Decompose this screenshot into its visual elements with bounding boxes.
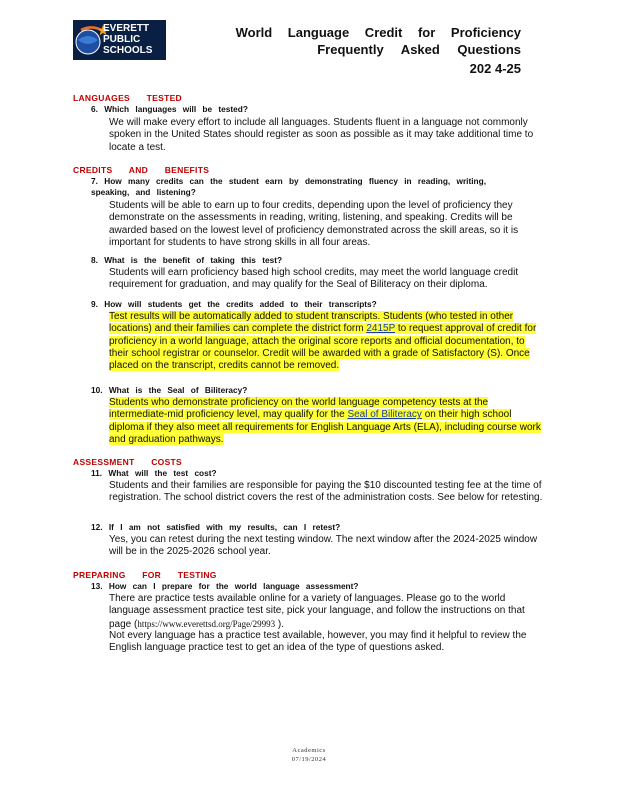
question-6: 6. Which languages will be tested?	[91, 104, 248, 114]
answer-9	[109, 311, 545, 372]
question-13: 13. How can I prepare for the world language assessment?	[91, 581, 359, 591]
question-12: 12. If I am not satisfied with my results, can I retest?	[91, 522, 341, 532]
question-8: 8. What is the benefit of taking this test?	[91, 255, 283, 265]
question-11: 11. What will the test cost?	[91, 468, 217, 478]
section-preparing-testing: PREPARING FOR TESTING	[73, 570, 217, 580]
section-assessment-costs: ASSESSMENT COSTS	[73, 457, 183, 467]
district-logo	[73, 20, 166, 60]
answer-9-text-a: Test results will be automatically added to student transcripts. Students (who tested in other locations) and their families can complete the district form	[109, 311, 514, 335]
answer-13-text-a: There are practice tests available online for a variety of languages. Please go to the world language assessment practice test site, pick your language, and follow the instructions on that page (	[109, 593, 525, 630]
answer-10	[109, 397, 545, 446]
seal-of-biliteracy-link[interactable]: Seal of Biliteracy	[347, 409, 422, 421]
answer-11: Students and their families are responsible for paying the $10 discounted testing fee at the time of registration. The school district covers the rest of the administration costs. See below for retesting.	[109, 480, 543, 504]
answer-8: Students will earn proficiency based high school credits, may meet the world language credit requirement for graduation, and may qualify for the Seal of Biliteracy on their diploma.	[109, 267, 519, 291]
practice-test-url[interactable]: https://www.everettsd.org/Page/29993	[137, 618, 276, 629]
header-year: 202 4-25	[469, 61, 521, 76]
answer-7: Students will be able to earn up to four credits, depending upon the level of proficiency they demonstrate on the assessments in reading, writing, listening, and speaking. Credits will be awarded based on the lowest level of proficiency demonstrated across the skill areas, so it is important for students to have strong skills in all four areas.	[109, 200, 519, 248]
answer-6: We will make every effort to include all languages. Students fluent in a language not commonly spoken in the United States should register as soon as possible as it may take additional time to locate a test.	[109, 117, 534, 153]
question-10: 10. What is the Seal of Biliteracy?	[91, 385, 248, 395]
logo-line-3: SCHOOLS	[103, 45, 153, 56]
footer-department: Academics	[292, 747, 326, 754]
answer-13-note: Not every language has a practice test available, however, you may find it helpful to review the English language practice test to get an idea of the type of questions asked.	[109, 630, 527, 654]
logo-line-1: EVERETT	[103, 23, 150, 34]
question-9: 9. How will students get the credits added to their transcripts?	[91, 299, 377, 309]
header-subtitle: Frequently Asked Questions	[317, 42, 521, 57]
header-title: World Language Credit for Proficiency	[235, 25, 521, 40]
answer-13-text-b: ).	[275, 618, 284, 630]
logo-line-2: PUBLIC	[103, 34, 141, 45]
answer-13	[109, 593, 545, 631]
footer-date: 07/19/2024	[291, 756, 327, 763]
answer-10-text-a: Students who demonstrate proficiency on the world language competency tests at the intermediate-mid proficiency level, may qualify for the	[109, 397, 489, 421]
section-credits-benefits: CREDITS AND BENEFITS	[73, 165, 210, 175]
form-2415p-link[interactable]: 2415P	[366, 323, 396, 335]
question-7: 7. How many credits can the student earn by demonstrating fluency in reading, writing, speaking, and listening?	[91, 176, 487, 197]
answer-10-text-b: on their high school diploma if they also meet all requirements for English Language Arts (ELA), including course work and graduation pathways.	[109, 409, 541, 445]
answer-9-text-b: to request approval of credit for proficiency in a world language, attach the original score reports and official documentation, to their school registrar or counselor. Credit will be awarded with a grade of Satisfactory (S). Once placed on the transcript, credits cannot be removed.	[109, 323, 537, 372]
answer-12: Yes, you can retest during the next testing window. The next window after the 2024-2025 window will be in the 2025-2026 school year.	[109, 534, 538, 558]
section-languages-tested: LANGUAGES TESTED	[73, 93, 183, 103]
